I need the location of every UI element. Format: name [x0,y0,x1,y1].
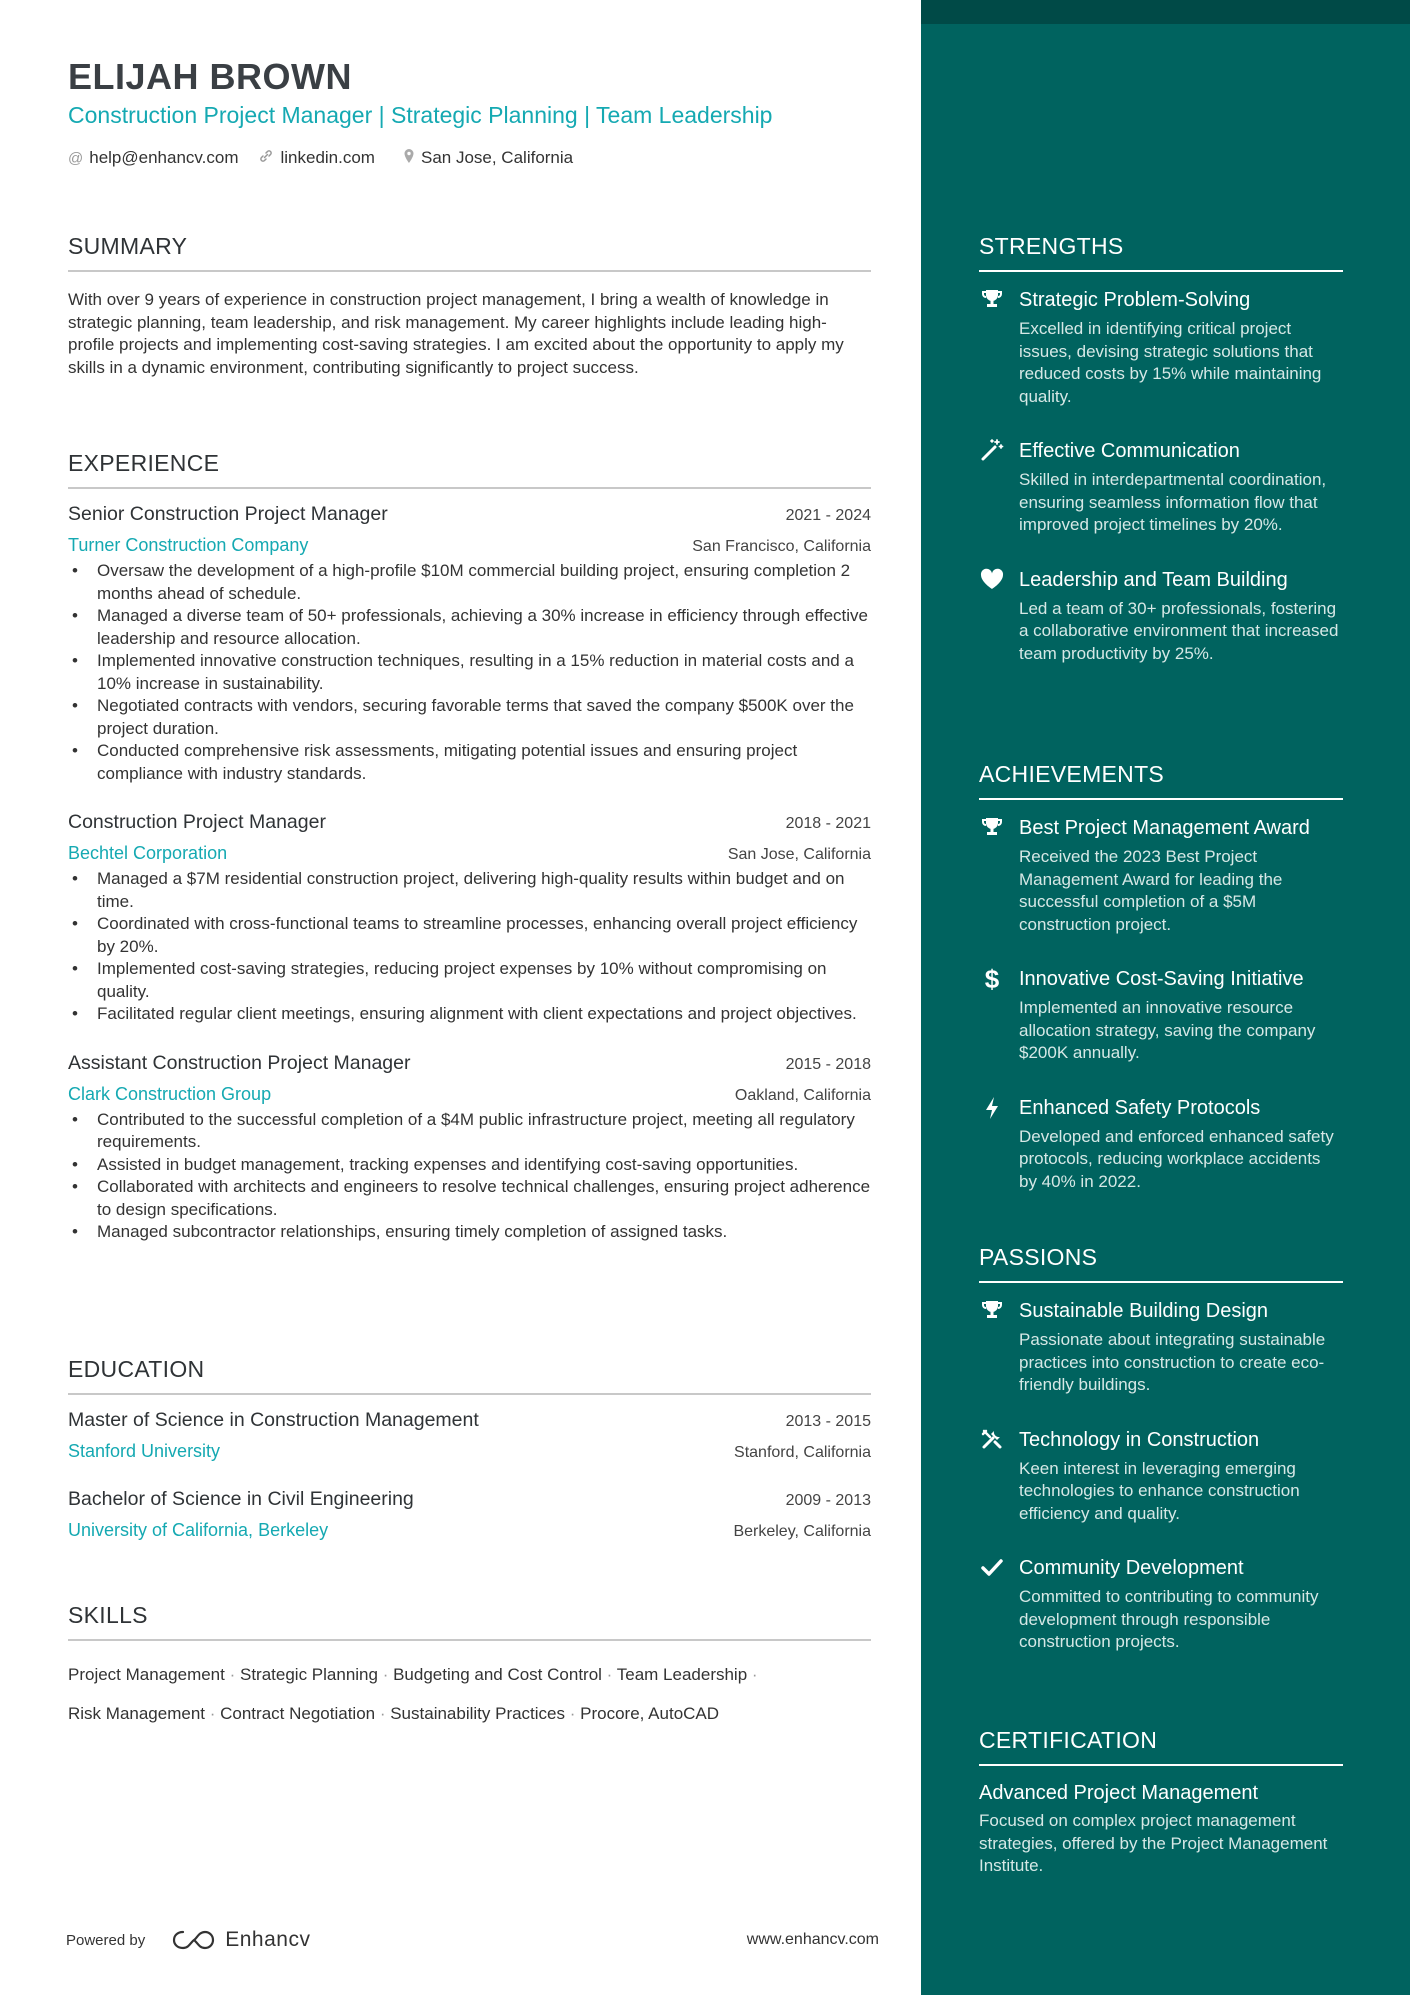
bullet-item: • Managed subcontractor relationships, ensuring timely completion of assigned tasks. [68,1221,871,1244]
section-title-experience: EXPERIENCE [68,450,220,476]
skill-item: Sustainability Practices [390,1704,566,1723]
bullet-item: • Contributed to the successful completion of a $4M public infrastructure project, meeting all regulatory requirements. [68,1109,871,1154]
strength-title: Effective Communication [1019,440,1240,462]
job-title: Senior Construction Project Manager [68,503,388,525]
skill-item: Contract Negotiation [220,1704,376,1723]
website-link[interactable]: www.enhancv.com [746,1931,879,1948]
bullet-item: • Negotiated contracts with vendors, securing favorable terms that saved the company $500K over the project duration. [68,695,871,740]
section-title-achievements: ACHIEVEMENTS [979,761,1165,787]
degree-title: Master of Science in Construction Management [68,1409,479,1431]
strength-item [979,567,1343,666]
section-title-skills: SKILLS [68,1602,148,1628]
contact-linkedin[interactable] [258,148,375,168]
education-section [68,1356,871,1541]
trophy-icon [979,815,1005,936]
sidebar-top-bar [921,0,1410,24]
skills-line: Risk Management · Contract Negotiation · Sustainability Practices · Procore, AutoCAD [68,1704,720,1723]
achievement-description: Received the 2023 Best Project Management Award for leading the successful completion of a $5M construction project. [1019,847,1283,934]
enhancv-logo-icon [171,1928,217,1952]
job-bullets [68,560,871,785]
bullet-item: • Oversaw the development of a high-profile $10M commercial building project, ensuring completion 2 months ahead of schedule. [68,560,871,605]
brand-name: Enhancv [225,1928,311,1951]
school-location: Stanford, California [734,1444,871,1461]
divider [979,1764,1343,1766]
achievement-description: Implemented an innovative resource allocation strategy, saving the company $200K annually. [1019,998,1316,1062]
job-location: San Jose, California [727,846,871,863]
passion-title: Sustainable Building Design [1019,1300,1269,1322]
company-name[interactable]: Bechtel Corporation [68,843,228,863]
job-entry [68,811,871,1026]
location-text: San Jose, California [420,148,574,167]
passion-item [979,1555,1343,1654]
divider [68,1639,871,1641]
bullet-item: • Conducted comprehensive risk assessments, mitigating potential issues and ensuring project compliance with industry standards. [68,740,871,785]
divider [979,798,1343,800]
at-sign-icon: @ [68,149,84,167]
skill-item: Project Management [68,1665,225,1684]
achievement-item [979,1095,1343,1194]
passion-item [979,1427,1343,1526]
skill-item: Procore, AutoCAD [580,1704,720,1723]
strengths-section [979,233,1343,665]
summary-section [68,233,871,379]
achievement-title: Innovative Cost-Saving Initiative [1019,968,1304,990]
section-title-certification: CERTIFICATION [979,1727,1158,1753]
job-bullets [68,868,871,1026]
checkmark-icon [979,1555,1005,1654]
strength-title: Leadership and Team Building [1019,568,1288,591]
passion-description: Committed to contributing to community development through responsible construction projects. [1019,1587,1319,1651]
strength-item [979,287,1343,408]
skill-item: Team Leadership [616,1665,748,1684]
degree-title: Bachelor of Science in Civil Engineering [68,1488,414,1510]
bullet-item: • Facilitated regular client meetings, ensuring alignment with client expectations and project objectives. [68,1003,871,1026]
tools-icon [979,1427,1005,1526]
skills-list [68,1655,871,1733]
job-dates: 2018 - 2021 [785,815,871,832]
enhancv-logo[interactable] [171,1928,310,1952]
experience-section [68,450,871,1244]
summary-text: With over 9 years of experience in construction project management, I bring a wealth of knowledge in strategic planning, team leadership, and risk management. My career highlights include leading high-profile projects and implementing cost-saving strategies. I am excited about the opportunity to apply my skills in a dynamic environment, contributing significantly to project success. [68,290,844,377]
section-title-strengths: STRENGTHS [979,233,1124,259]
passion-title: Technology in Construction [1019,1428,1260,1451]
achievements-section [979,761,1343,1193]
strength-description: Led a team of 30+ professionals, fostering a collaborative environment that increased team productivity by 25%. [1019,598,1339,663]
school-name[interactable]: Stanford University [68,1441,221,1461]
divider [68,487,871,489]
section-title-passions: PASSIONS [979,1244,1098,1270]
trophy-icon [979,287,1005,408]
job-location: San Francisco, California [692,538,871,555]
email-text: help@enhancv.com [89,148,239,167]
education-entry [68,1488,871,1541]
education-dates: 2009 - 2013 [785,1492,871,1509]
achievement-description: Developed and enforced enhanced safety protocols, reducing workplace accidents by 40% in 2022. [1019,1126,1334,1191]
footer [66,1928,879,1952]
education-dates: 2013 - 2015 [785,1413,871,1430]
certification-section [979,1727,1343,1878]
section-title-education: EDUCATION [68,1356,205,1382]
heart-icon [979,567,1005,666]
contact-location [403,148,573,168]
achievement-item [979,966,1343,1065]
contact-email[interactable] [68,148,238,168]
powered-by-label: Powered by [66,1931,146,1949]
job-location: Oakland, California [734,1086,871,1104]
powered-by [66,1928,310,1952]
skills-line: Project Management · Strategic Planning · Budgeting and Cost Control · Team Leadership · [68,1665,758,1684]
strength-description: Excelled in identifying critical project issues, devising strategic solutions that reduced costs by 15% while maintaining quality. [1019,319,1322,406]
linkedin-text: linkedin.com [280,148,375,167]
lightning-icon [979,1095,1005,1194]
passion-description: Keen interest in leveraging emerging technologies to enhance construction efficiency and quality. [1019,1458,1300,1523]
certification-description: Focused on complex project management strategies, offered by the Project Management Institute. [979,1811,1328,1875]
dollar-icon: $ [984,964,1000,994]
candidate-name: ELIJAH BROWN [68,56,352,97]
skills-section [68,1602,871,1733]
job-title: Construction Project Manager [68,811,326,833]
strength-item [979,438,1343,537]
location-pin-icon [403,148,415,168]
job-dates: 2021 - 2024 [785,507,871,524]
skill-item: Budgeting and Cost Control [393,1665,602,1684]
link-icon [258,148,274,168]
skill-item: Strategic Planning [239,1665,378,1684]
headline: Construction Project Manager | Strategic Planning | Team Leadership [68,102,773,128]
divider [68,270,871,272]
divider [979,270,1343,272]
certification-name: Advanced Project Management [979,1782,1259,1804]
bullet-item: • Coordinated with cross-functional teams to streamline processes, enhancing overall project efficiency by 20%. [68,913,871,958]
passions-section [979,1244,1343,1654]
passion-description: Passionate about integrating sustainable practices into construction to create eco-friendly buildings. [1019,1330,1326,1394]
school-name[interactable]: University of California, Berkeley [68,1520,329,1540]
job-entry [68,503,871,785]
bullet-item: • Implemented innovative construction techniques, resulting in a 15% reduction in material costs and a 10% increase in sustainability. [68,650,871,695]
contact-bar [68,148,573,168]
bullet-item: • Managed a $7M residential construction project, delivering high-quality results within budget and on time. [68,868,871,913]
achievement-title: Best Project Management Award [1019,817,1310,839]
passion-title: Community Development [1019,1557,1244,1579]
skill-item: Risk Management [68,1704,206,1723]
magic-wand-icon [979,438,1005,537]
job-title: Assistant Construction Project Manager [68,1051,411,1074]
job-bullets [68,1109,871,1244]
bullet-item: • Implemented cost-saving strategies, reducing project expenses by 10% without compromising on quality. [68,958,871,1003]
bullet-item: • Collaborated with architects and engineers to resolve technical challenges, ensuring project adherence to design specifications. [68,1176,871,1221]
bullet-item: • Managed a diverse team of 50+ professionals, achieving a 30% increase in efficiency through effective leadership and resource allocation. [68,605,871,650]
divider [979,1281,1343,1283]
education-entry [68,1409,871,1462]
strength-description: Skilled in interdepartmental coordination, ensuring seamless information flow that improved project timelines by 20%. [1019,470,1327,534]
school-location: Berkeley, California [733,1523,871,1540]
achievement-title: Enhanced Safety Protocols [1019,1096,1261,1119]
section-title-summary: SUMMARY [68,233,188,259]
company-name[interactable]: Clark Construction Group [68,1083,272,1104]
achievement-item [979,815,1343,936]
job-entry [68,1052,871,1244]
trophy-icon [979,1298,1005,1397]
job-dates: 2015 - 2018 [785,1055,871,1073]
passion-item [979,1298,1343,1397]
strength-title: Strategic Problem-Solving [1019,289,1251,311]
divider [68,1393,871,1395]
bullet-item: • Assisted in budget management, tracking expenses and identifying cost-saving opportunities. [68,1154,871,1177]
company-name[interactable]: Turner Construction Company [68,535,309,555]
